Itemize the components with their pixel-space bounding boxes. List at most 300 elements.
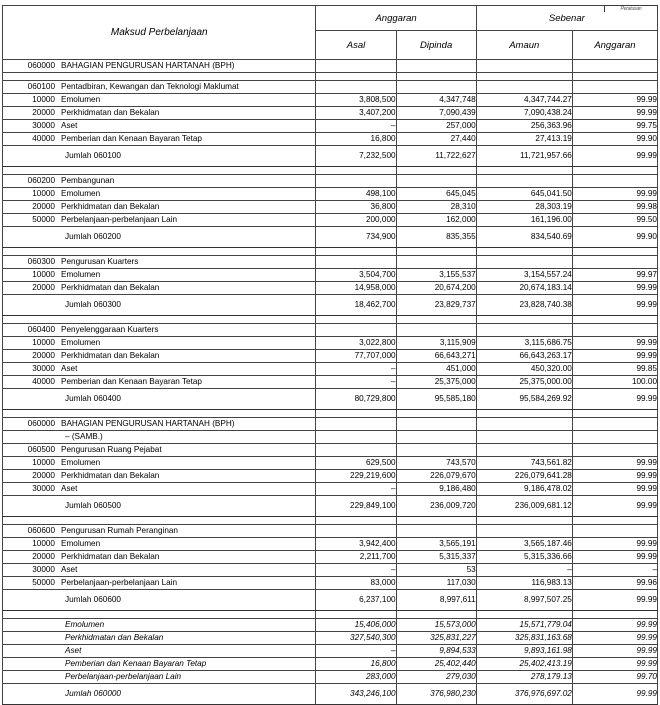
cell-anggaran-asal: 3,407,200 [316,107,396,120]
cell-anggaran-dipinda [396,256,476,269]
budget-report-page [0,5,660,698]
cell-sebenar-amaun: 23,828,740.38 [476,295,572,316]
cell-anggaran-dipinda [396,81,476,94]
cell-sebenar-anggaran-peratus: 99.99 [572,684,657,705]
cell-anggaran-asal: – [316,645,396,658]
budget-table [2,5,658,705]
spacer-cell [3,410,316,418]
cell-anggaran-dipinda [396,324,476,337]
column-header-anggaran: Anggaran [572,31,657,60]
table-row [3,577,658,590]
spacer-row [3,73,658,81]
row-code: 10000 [32,270,55,279]
table-row [3,269,658,282]
cell-sebenar-anggaran-peratus: 99.99 [572,470,657,483]
table-row [3,214,658,227]
row-label: Pengurusan Kuarters [61,257,139,266]
spacer-cell [316,611,396,619]
row-code: 50000 [32,215,55,224]
spacer-cell [572,73,657,81]
row-description [3,376,316,389]
row-code: 060000 [27,61,55,70]
row-description [3,81,316,94]
cell-sebenar-amaun: 4,347,744.27 [476,94,572,107]
row-description [3,295,316,316]
row-label: Jumlah 060500 [65,501,121,510]
row-description [3,431,316,444]
cell-sebenar-amaun: 834,540.69 [476,227,572,248]
cell-anggaran-asal: 327,540,300 [316,632,396,645]
row-code: 30000 [32,121,55,130]
row-label: Emolumen [61,338,101,347]
row-label: Emolumen [61,270,101,279]
row-code: 060400 [27,325,55,334]
cell-sebenar-anggaran-peratus: 99.98 [572,201,657,214]
cell-sebenar-anggaran-peratus: 99.99 [572,496,657,517]
cell-sebenar-anggaran-peratus: 99.99 [572,457,657,470]
cell-sebenar-amaun [476,175,572,188]
cell-anggaran-asal [316,418,396,431]
row-label: Perkhidmatan dan Bekalan [61,351,160,360]
cell-sebenar-amaun: – [476,564,572,577]
row-label: Perkhidmatan dan Bekalan [61,471,160,480]
spacer-cell [572,167,657,175]
cell-sebenar-anggaran-peratus: 99.99 [572,295,657,316]
row-description [3,175,316,188]
row-code: 10000 [32,95,55,104]
table-row [3,146,658,167]
cell-anggaran-dipinda [396,175,476,188]
cell-anggaran-dipinda: 279,030 [396,671,476,684]
cell-anggaran-dipinda: 15,573,000 [396,619,476,632]
row-description [3,146,316,167]
cell-sebenar-amaun: 28,303.19 [476,201,572,214]
row-label: Pemberian dan Kenaan Bayaran Tetap [65,659,207,668]
row-code: 40000 [32,377,55,386]
row-description [3,632,316,645]
row-code: 30000 [32,484,55,493]
row-label: Aset [61,565,78,574]
cell-anggaran-dipinda: 325,831,227 [396,632,476,645]
row-code: 10000 [32,539,55,548]
cell-sebenar-amaun [476,81,572,94]
cell-sebenar-amaun: 256,363.96 [476,120,572,133]
cell-anggaran-asal: 14,958,000 [316,282,396,295]
table-row [3,120,658,133]
table-row [3,376,658,389]
spacer-cell [572,410,657,418]
cell-anggaran-dipinda: 743,570 [396,457,476,470]
table-row [3,619,658,632]
row-code: 060000 [27,419,55,428]
cell-sebenar-anggaran-peratus [572,444,657,457]
row-description [3,418,316,431]
spacer-cell [316,73,396,81]
row-label: – (SAMB.) [65,432,103,441]
table-row [3,658,658,671]
row-label: Jumlah 060400 [65,394,121,403]
cell-anggaran-dipinda: 117,030 [396,577,476,590]
table-row [3,431,658,444]
spacer-row [3,248,658,256]
cell-anggaran-asal: 629,500 [316,457,396,470]
row-description [3,444,316,457]
table-row [3,418,658,431]
cell-sebenar-amaun: 27,413.19 [476,133,572,146]
spacer-cell [396,73,476,81]
row-description [3,551,316,564]
spacer-cell [3,316,316,324]
row-label: BAHAGIAN PENGURUSAN HARTANAH (BPH) [61,419,235,428]
cell-sebenar-amaun: 116,983.13 [476,577,572,590]
cell-anggaran-asal: 283,000 [316,671,396,684]
column-header-maksud-perbelanjaan: Maksud Perbelanjaan [3,6,316,60]
row-code: 20000 [32,283,55,292]
cell-sebenar-anggaran-peratus [572,60,657,73]
cell-anggaran-asal [316,256,396,269]
cell-sebenar-amaun: 161,196.00 [476,214,572,227]
cell-sebenar-anggaran-peratus: 99.99 [572,107,657,120]
cell-anggaran-dipinda: 5,315,337 [396,551,476,564]
cell-anggaran-asal: 16,800 [316,658,396,671]
row-description [3,120,316,133]
cell-sebenar-anggaran-peratus [572,431,657,444]
cell-sebenar-amaun: 5,315,336.66 [476,551,572,564]
cell-sebenar-amaun: 3,115,686.75 [476,337,572,350]
cell-sebenar-amaun: 450,320.00 [476,363,572,376]
cell-anggaran-dipinda [396,418,476,431]
row-label: Emolumen [61,458,101,467]
spacer-cell [476,316,572,324]
cell-sebenar-amaun: 11,721,957.66 [476,146,572,167]
table-row [3,496,658,517]
row-description [3,94,316,107]
cell-sebenar-anggaran-peratus [572,175,657,188]
cell-sebenar-amaun [476,444,572,457]
column-group-header-anggaran: Anggaran [316,6,476,31]
row-label: Perbelanjaan-perbelanjaan Lain [61,578,178,587]
table-row [3,389,658,410]
cell-sebenar-amaun: 236,009,681.12 [476,496,572,517]
table-row [3,564,658,577]
cell-sebenar-amaun [476,418,572,431]
spacer-cell [476,167,572,175]
cell-anggaran-asal: 3,942,400 [316,538,396,551]
cell-sebenar-anggaran-peratus: 99.70 [572,671,657,684]
row-label: Perkhidmatan dan Bekalan [61,202,160,211]
row-label: Emolumen [61,95,101,104]
row-description [3,350,316,363]
spacer-cell [3,73,316,81]
cell-anggaran-asal: – [316,483,396,496]
cell-anggaran-asal: 18,462,700 [316,295,396,316]
row-label: Perkhidmatan dan Bekalan [65,633,164,642]
spacer-cell [476,410,572,418]
cell-anggaran-asal: 343,246,100 [316,684,396,705]
row-description [3,671,316,684]
cell-anggaran-dipinda [396,525,476,538]
cell-sebenar-anggaran-peratus [572,81,657,94]
cell-sebenar-anggaran-peratus: 99.99 [572,282,657,295]
row-label: Aset [61,484,78,493]
cell-sebenar-amaun: 325,831,163.68 [476,632,572,645]
table-row [3,551,658,564]
row-label: Perkhidmatan dan Bekalan [61,108,160,117]
cell-anggaran-asal [316,444,396,457]
row-code: 060300 [27,257,55,266]
row-label: Jumlah 060200 [65,232,121,241]
cell-anggaran-dipinda: 451,000 [396,363,476,376]
spacer-cell [396,316,476,324]
cell-sebenar-amaun: 226,079,641.28 [476,470,572,483]
cell-sebenar-anggaran-peratus: 99.99 [572,658,657,671]
cell-sebenar-amaun: 15,571,779.04 [476,619,572,632]
row-description [3,496,316,517]
cell-sebenar-amaun: 3,565,187.46 [476,538,572,551]
cell-sebenar-amaun: 3,154,557.24 [476,269,572,282]
row-label: Emolumen [65,620,105,629]
clipped-header-stub: Peratusan [604,5,658,12]
row-description [3,188,316,201]
table-row [3,282,658,295]
cell-anggaran-dipinda: 835,355 [396,227,476,248]
cell-anggaran-dipinda: 9,894,533 [396,645,476,658]
cell-anggaran-asal: 2,211,700 [316,551,396,564]
cell-sebenar-amaun: 376,976,697.02 [476,684,572,705]
cell-sebenar-amaun: 645,041.50 [476,188,572,201]
row-label: Pengurusan Ruang Pejabat [61,445,162,454]
table-row [3,632,658,645]
cell-anggaran-dipinda: 25,402,440 [396,658,476,671]
row-code: 40000 [32,134,55,143]
cell-sebenar-anggaran-peratus: 99.97 [572,269,657,282]
cell-anggaran-asal: 80,729,800 [316,389,396,410]
row-description [3,538,316,551]
spacer-cell [396,410,476,418]
cell-anggaran-dipinda: 11,722,627 [396,146,476,167]
column-header-dipinda: Dipinda [396,31,476,60]
cell-anggaran-asal: 229,219,600 [316,470,396,483]
row-description [3,363,316,376]
cell-sebenar-amaun: 25,375,000.00 [476,376,572,389]
spacer-cell [3,611,316,619]
cell-sebenar-amaun: 9,186,478.02 [476,483,572,496]
table-row [3,363,658,376]
row-label: Pentadbiran, Kewangan dan Teknologi Maklumat [61,82,239,91]
cell-sebenar-anggaran-peratus: 99.99 [572,337,657,350]
table-row [3,324,658,337]
column-group-header-sebenar: Sebenar [476,6,657,31]
table-row [3,60,658,73]
cell-anggaran-asal: 3,808,500 [316,94,396,107]
spacer-cell [396,517,476,525]
cell-sebenar-anggaran-peratus: 99.99 [572,483,657,496]
cell-sebenar-amaun [476,324,572,337]
cell-anggaran-asal: 15,406,000 [316,619,396,632]
row-code: 060200 [27,176,55,185]
row-description [3,590,316,611]
spacer-row [3,410,658,418]
spacer-row [3,316,658,324]
cell-anggaran-asal: 16,800 [316,133,396,146]
row-code: 060500 [27,445,55,454]
table-row [3,295,658,316]
row-label: Jumlah 060300 [65,300,121,309]
row-description [3,269,316,282]
cell-anggaran-dipinda: 8,997,611 [396,590,476,611]
row-description [3,107,316,120]
spacer-cell [572,517,657,525]
row-description [3,525,316,538]
cell-anggaran-dipinda: 27,440 [396,133,476,146]
cell-sebenar-anggaran-peratus: 99.99 [572,350,657,363]
row-description [3,60,316,73]
cell-anggaran-dipinda: 9,186,480 [396,483,476,496]
spacer-cell [396,611,476,619]
cell-anggaran-dipinda: 257,000 [396,120,476,133]
cell-anggaran-dipinda: 53 [396,564,476,577]
cell-anggaran-dipinda: 226,079,670 [396,470,476,483]
cell-sebenar-anggaran-peratus: 99.99 [572,94,657,107]
row-label: Pemberian dan Kenaan Bayaran Tetap [61,134,202,143]
cell-sebenar-amaun: 7,090,438.24 [476,107,572,120]
spacer-cell [316,316,396,324]
cell-anggaran-asal: – [316,120,396,133]
spacer-row [3,611,658,619]
cell-anggaran-asal: 7,232,500 [316,146,396,167]
cell-sebenar-anggaran-peratus [572,525,657,538]
table-row [3,188,658,201]
row-code: 30000 [32,364,55,373]
spacer-cell [316,167,396,175]
cell-anggaran-asal [316,324,396,337]
cell-sebenar-anggaran-peratus: 99.99 [572,590,657,611]
spacer-row [3,167,658,175]
spacer-row [3,517,658,525]
row-label: Pemberian dan Kenaan Bayaran Tetap [61,377,202,386]
row-description [3,337,316,350]
row-label: Perbelanjaan-perbelanjaan Lain [61,215,178,224]
cell-sebenar-amaun [476,431,572,444]
cell-sebenar-anggaran-peratus: 99.90 [572,227,657,248]
row-label: Emolumen [61,189,101,198]
row-code: 20000 [32,351,55,360]
spacer-cell [476,73,572,81]
spacer-cell [396,248,476,256]
cell-anggaran-asal: 77,707,000 [316,350,396,363]
cell-anggaran-dipinda: 25,375,000 [396,376,476,389]
cell-sebenar-amaun [476,525,572,538]
cell-sebenar-amaun: 278,179.13 [476,671,572,684]
cell-anggaran-asal: 3,022,800 [316,337,396,350]
cell-anggaran-asal [316,431,396,444]
cell-sebenar-anggaran-peratus: 99.50 [572,214,657,227]
row-code: 10000 [32,458,55,467]
cell-anggaran-asal [316,175,396,188]
table-row [3,538,658,551]
row-code: 20000 [32,108,55,117]
row-code: 20000 [32,202,55,211]
row-description [3,324,316,337]
row-description [3,470,316,483]
spacer-cell [572,316,657,324]
spacer-cell [572,611,657,619]
row-description [3,214,316,227]
cell-sebenar-anggaran-peratus: 99.99 [572,645,657,658]
cell-anggaran-dipinda: 4,347,748 [396,94,476,107]
cell-anggaran-dipinda [396,60,476,73]
cell-anggaran-asal: 229,849,100 [316,496,396,517]
row-description [3,564,316,577]
cell-anggaran-asal: – [316,363,396,376]
row-description [3,256,316,269]
row-label: Emolumen [61,539,101,548]
cell-anggaran-asal: 498,100 [316,188,396,201]
cell-anggaran-dipinda: 23,829,737 [396,295,476,316]
cell-sebenar-anggaran-peratus: 99.99 [572,188,657,201]
column-header-amaun: Amaun [476,31,572,60]
row-label: BAHAGIAN PENGURUSAN HARTANAH (BPH) [61,61,235,70]
cell-anggaran-dipinda: 7,090,439 [396,107,476,120]
table-row [3,590,658,611]
cell-sebenar-anggaran-peratus: 99.96 [572,577,657,590]
cell-sebenar-amaun: 66,643,263.17 [476,350,572,363]
cell-sebenar-anggaran-peratus: 100.00 [572,376,657,389]
spacer-cell [396,167,476,175]
row-description [3,282,316,295]
row-description [3,619,316,632]
cell-anggaran-dipinda: 3,115,909 [396,337,476,350]
row-label: Aset [61,364,78,373]
table-row [3,671,658,684]
spacer-cell [316,517,396,525]
cell-sebenar-amaun: 743,561.82 [476,457,572,470]
table-row [3,256,658,269]
cell-anggaran-asal: 3,504,700 [316,269,396,282]
cell-anggaran-asal: – [316,564,396,577]
row-label: Aset [61,121,78,130]
row-label: Aset [65,646,82,655]
row-label: Pembangunan [61,176,115,185]
table-row [3,525,658,538]
cell-sebenar-amaun [476,256,572,269]
row-code: 060100 [27,82,55,91]
cell-anggaran-asal: – [316,376,396,389]
cell-sebenar-amaun: 25,402,413.19 [476,658,572,671]
row-label: Jumlah 060600 [65,595,121,604]
row-label: Jumlah 060100 [65,151,121,160]
cell-anggaran-asal: 36,800 [316,201,396,214]
row-description [3,483,316,496]
cell-anggaran-dipinda: 20,674,200 [396,282,476,295]
cell-anggaran-asal: 200,000 [316,214,396,227]
row-code: 10000 [32,338,55,347]
table-row [3,94,658,107]
row-code: 060600 [27,526,55,535]
row-code: 20000 [32,552,55,561]
cell-anggaran-dipinda: 66,643,271 [396,350,476,363]
table-header [3,6,658,60]
table-row [3,133,658,146]
table-row [3,201,658,214]
table-row [3,227,658,248]
cell-sebenar-anggaran-peratus [572,324,657,337]
table-row [3,107,658,120]
spacer-cell [476,248,572,256]
cell-sebenar-anggaran-peratus: 99.99 [572,389,657,410]
row-description [3,201,316,214]
row-description [3,658,316,671]
